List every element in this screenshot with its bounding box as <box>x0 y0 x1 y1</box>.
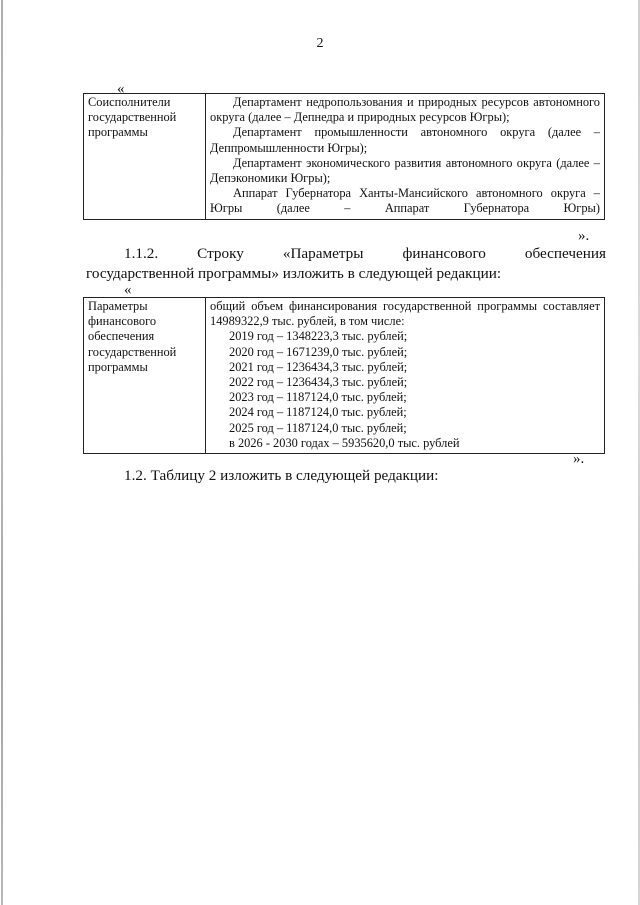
financing-year-line: 2024 год – 1187124,0 тыс. рублей; <box>229 405 407 420</box>
co-executor-entry: Департамент недропользования и природных ресурсов автономного округа (далее – Депнедра и природных ресурсов Югры); <box>210 95 600 125</box>
clause-word: «Параметры <box>282 245 364 262</box>
financing-year-line: 2022 год – 1236434,3 тыс. рублей; <box>229 375 408 390</box>
co-executor-entry: Аппарат Губернатора Ханты-Мансийского автономного округа – Югры (далее – Аппарат Губернатора Югры) <box>210 186 600 216</box>
financing-year-line: в 2026 - 2030 годах – 5935620,0 тыс. рублей <box>229 435 460 450</box>
co-executor-entry: Департамент промышленности автономного округа (далее – Деппромышленности Югры); <box>210 125 600 155</box>
opening-quote-2: « <box>124 282 132 298</box>
clause-1-1-2-continuation: государственной программы» изложить в следующей редакции: <box>86 265 502 282</box>
financing-intro: общий объем финансирования государственной программы составляет 14989322,9 тыс. рублей, в том числе: <box>210 299 600 329</box>
clause-1-2: 1.2. Таблицу 2 изложить в следующей редакции: <box>124 467 439 484</box>
scan-edge-left <box>1 0 3 905</box>
financing-year-line: 2021 год – 1236434,3 тыс. рублей; <box>229 359 408 374</box>
clause-1-1-2-first-line <box>86 244 606 264</box>
co-executors-table <box>83 93 605 220</box>
clause-word: Строку <box>197 245 244 262</box>
financing-table <box>83 297 605 454</box>
clause-word: обеспечения <box>524 245 606 262</box>
financing-content <box>206 298 605 454</box>
financing-year-line: 2019 год – 1348223,3 тыс. рублей; <box>229 329 408 344</box>
co-executor-entry: Департамент экономического развития автономного округа (далее – Депэкономики Югры); <box>210 155 600 186</box>
co-executors-label: Соисполнители государственной программы <box>84 94 206 220</box>
financing-year-line: 2023 год – 1187124,0 тыс. рублей; <box>229 390 407 405</box>
clause-word: финансового <box>402 245 486 262</box>
closing-quote-1: ». <box>578 228 590 244</box>
clause-word: 1.1.2. <box>124 245 159 262</box>
table-row <box>84 94 605 220</box>
page-number: 2 <box>316 36 324 51</box>
opening-quote-1: « <box>117 81 125 97</box>
financing-year-line: 2020 год – 1671239,0 тыс. рублей; <box>229 344 408 359</box>
closing-quote-2: ». <box>573 451 585 467</box>
financing-label: Параметры финансового обеспечения государственной программы <box>84 298 206 454</box>
clause-1-1-2 <box>86 244 606 284</box>
financing-year-line: 2025 год – 1187124,0 тыс. рублей; <box>229 420 407 435</box>
co-executors-content <box>206 94 605 220</box>
table-row <box>84 298 605 454</box>
